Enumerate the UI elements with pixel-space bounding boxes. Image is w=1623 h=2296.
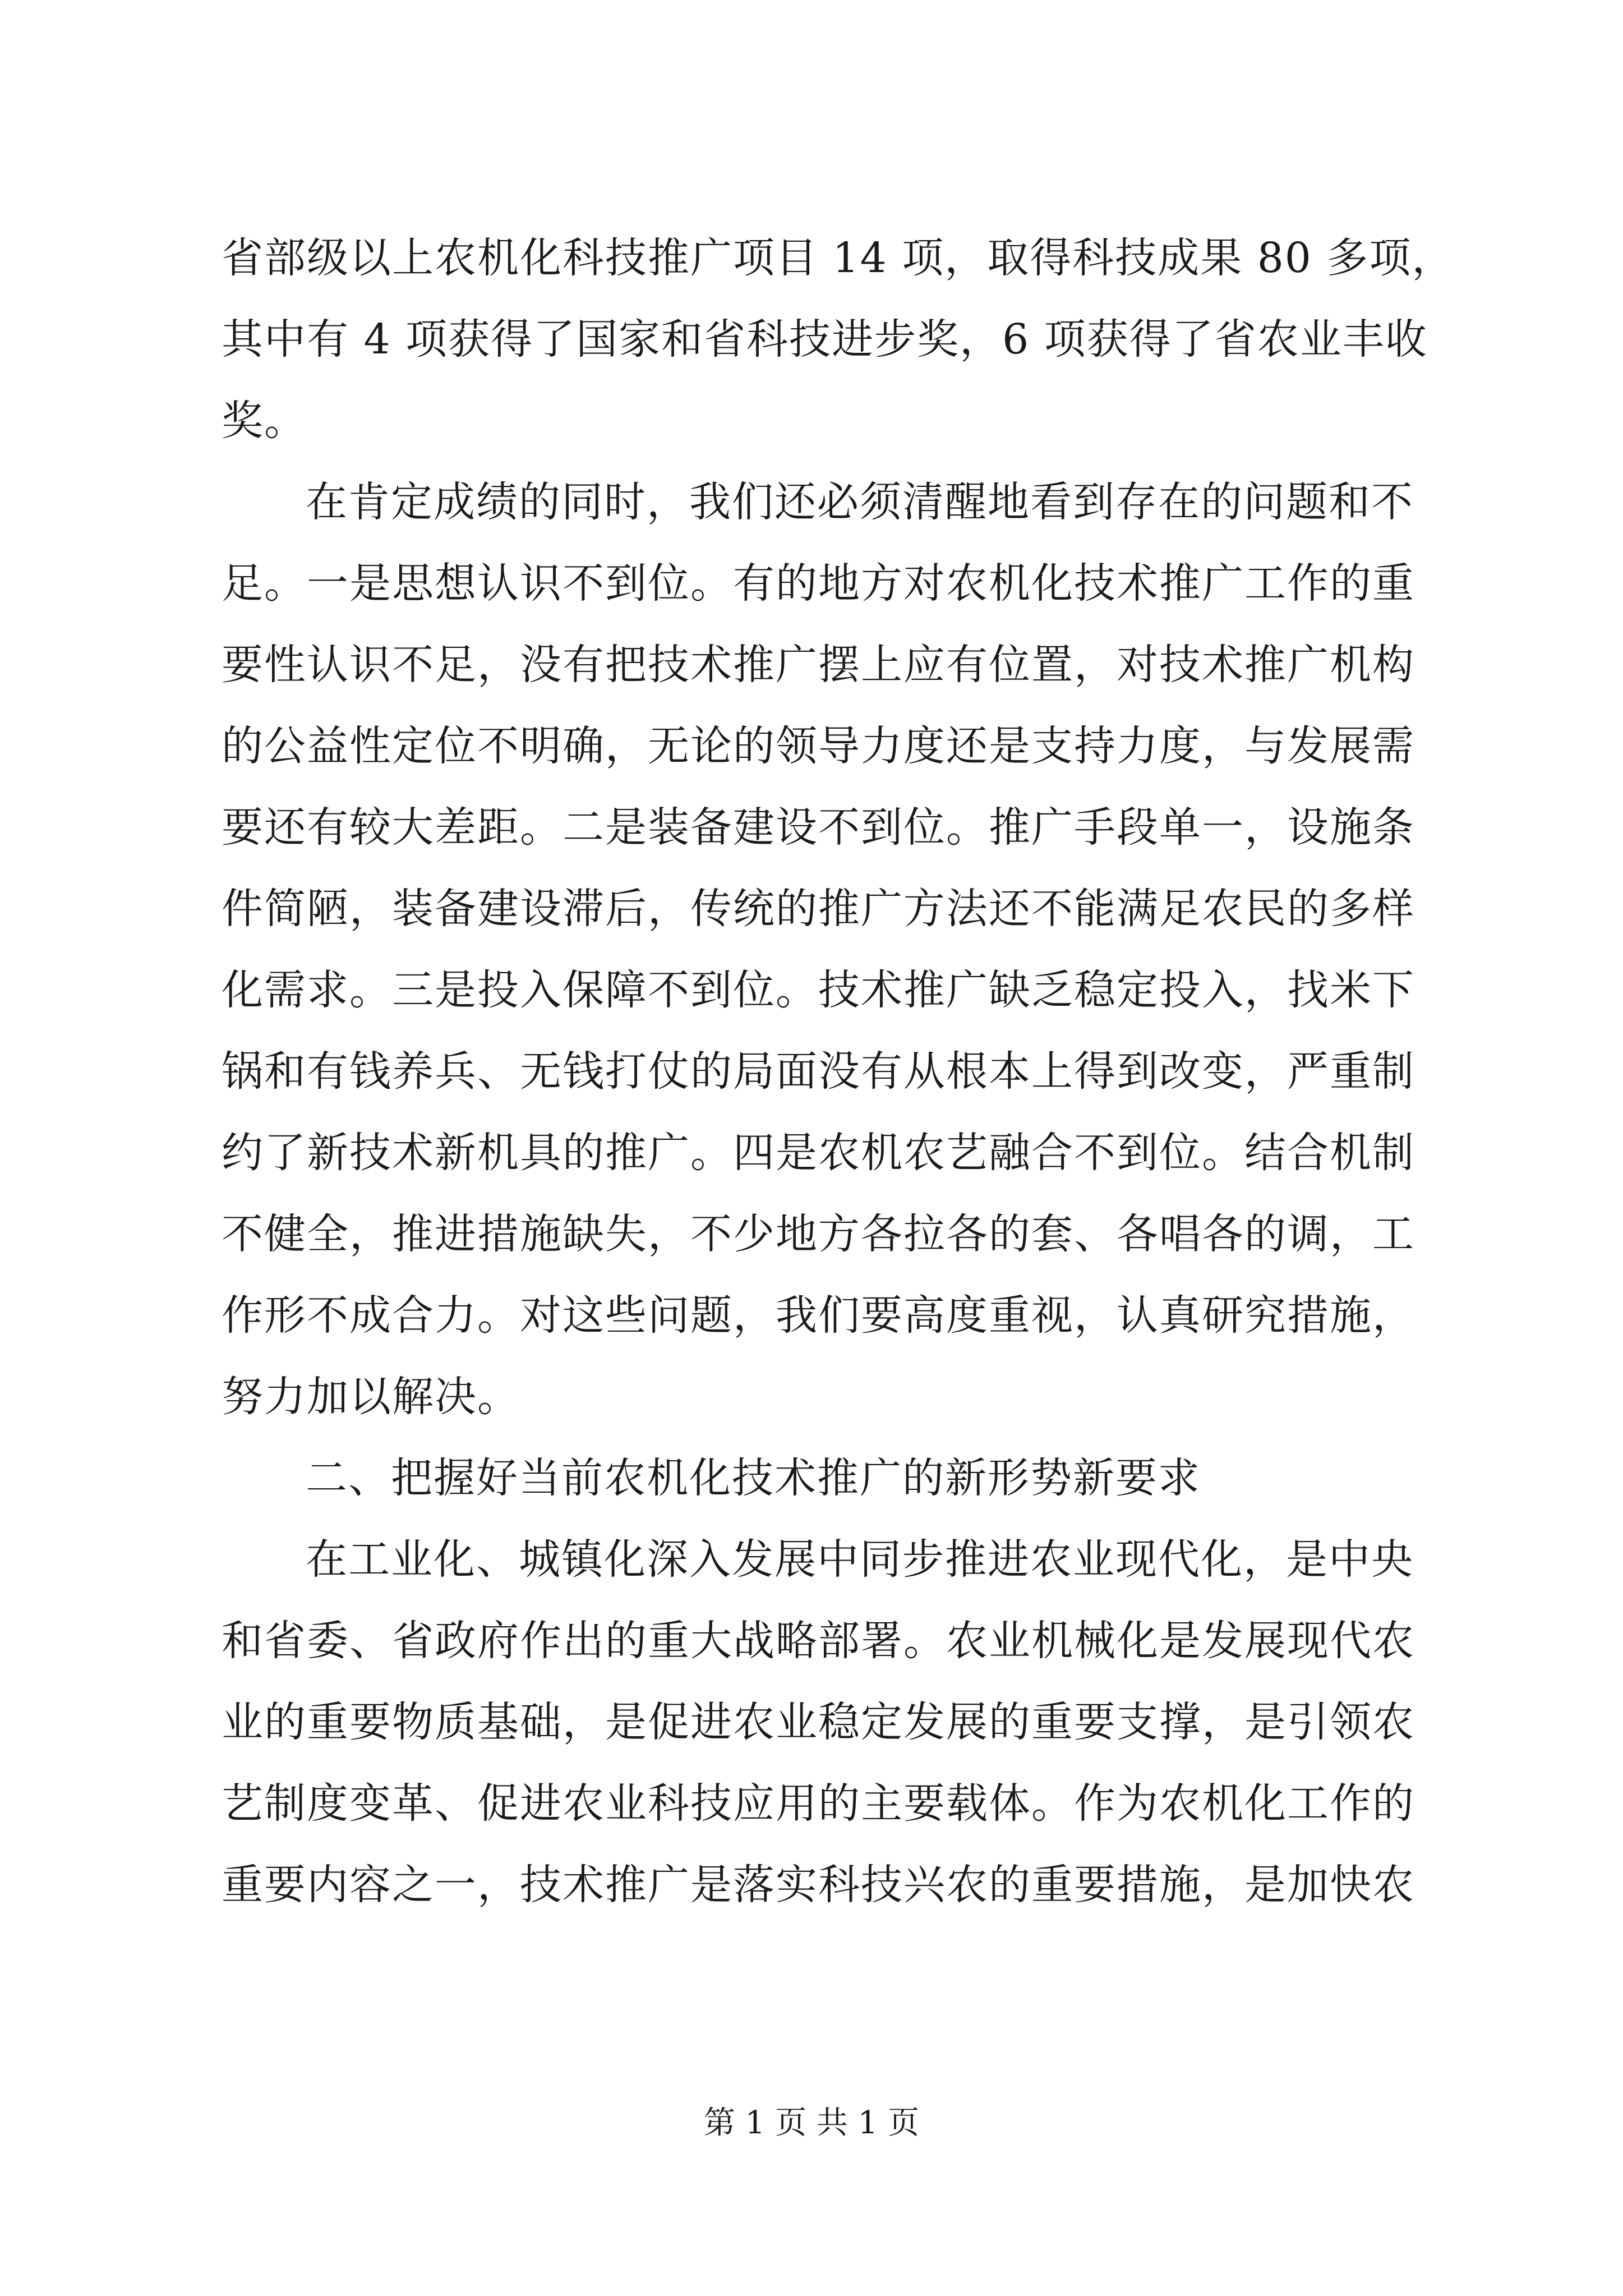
text-line: 省部级以上农机化科技推广项目 14 项，取得科技成果 80 多项， — [222, 234, 1455, 282]
text-line: 要性认识不足，没有把技术推广摆上应有位置，对技术推广机构 — [222, 641, 1415, 689]
text-line: 足。一是思想认识不到位。有的地方对农机化技术推广工作的重 — [222, 559, 1415, 608]
text-line: 业的重要物质基础，是促进农业稳定发展的重要支撑，是引领农 — [222, 1698, 1415, 1746]
text-line: 的公益性定位不明确，无论的领导力度还是支持力度，与发展需 — [222, 722, 1415, 770]
text-line: 和省委、省政府作出的重大战略部署。农业机械化是发展现代农 — [222, 1617, 1415, 1665]
text-line: 艺制度变革、促进农业科技应用的主要载体。作为农机化工作的 — [222, 1779, 1415, 1828]
text-line: 在工业化、城镇化深入发展中同步推进农业现代化，是中央 — [306, 1535, 1414, 1584]
text-line: 要还有较大差距。二是装备建设不到位。推广手段单一，设施条 — [222, 803, 1415, 852]
text-line: 在肯定成绩的同时，我们还必须清醒地看到存在的问题和不 — [306, 478, 1414, 526]
text-line: 其中有 4 项获得了国家和省科技进步奖，6 项获得了省农业丰收 — [222, 315, 1428, 364]
page-footer: 第 1 页 共 1 页 — [703, 2105, 920, 2141]
text-line: 件简陋，装备建设滞后，传统的推广方法还不能满足农民的多样 — [222, 885, 1415, 933]
text-line: 重要内容之一，技术推广是落实科技兴农的重要措施，是加快农 — [222, 1861, 1415, 1909]
text-line: 约了新技术新机具的推广。四是农机农艺融合不到位。结合机制 — [222, 1129, 1415, 1177]
body-text — [222, 218, 1455, 1926]
text-line: 作形不成合力。对这些问题，我们要高度重视，认真研究措施， — [222, 1291, 1415, 1340]
text-line: 不健全，推进措施缺失，不少地方各拉各的套、各唱各的调，工 — [222, 1210, 1415, 1258]
text-line: 锅和有钱养兵、无钱打仗的局面没有从根本上得到改变，严重制 — [222, 1047, 1415, 1096]
text-line: 化需求。三是投入保障不到位。技术推广缺乏稳定投入，找米下 — [222, 966, 1415, 1014]
text-line: 二、把握好当前农机化技术推广的新形势新要求 — [306, 1454, 1201, 1502]
text-line: 努力加以解决。 — [222, 1373, 520, 1421]
text-line: 奖。 — [222, 397, 307, 445]
